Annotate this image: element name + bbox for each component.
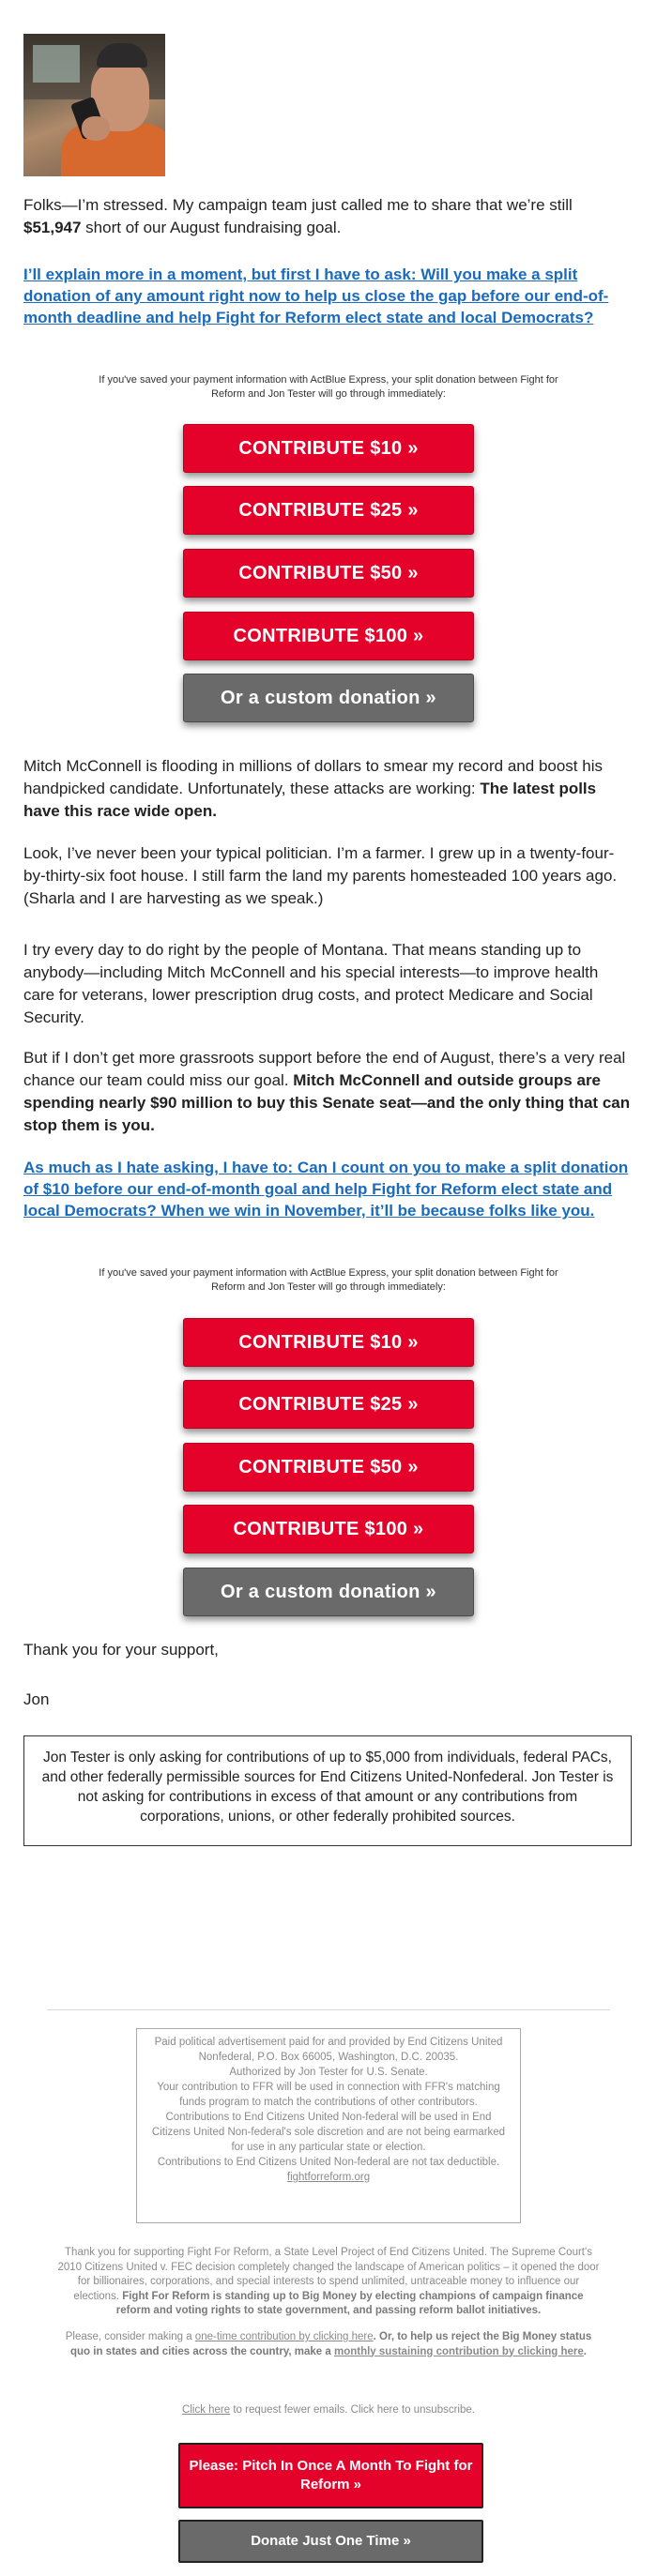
contribution-options-text: Please, consider making a one-time contribution by clicking here. Or, to help us reject the Big Money status quo in states and cities across the country, make a monthly sustaining contribution by clicking here. — [65, 2331, 592, 2357]
footer-divider — [47, 2009, 610, 2010]
shortfall-amount: $51,947 — [23, 219, 82, 236]
candidate-photo — [23, 34, 165, 176]
ask-link-2[interactable]: As much as I hate asking, I have to: Can I count on you to make a split donation of $10 before our end-of-month goal and help Fight for Reform elect state and local Democrats? When we win in November, it’ll be because folks like you. — [23, 1159, 629, 1220]
contribute-25-button[interactable]: CONTRIBUTE $25 » — [183, 1380, 474, 1429]
contribute-100-button[interactable]: CONTRIBUTE $100 » — [183, 1505, 474, 1553]
actblue-express-note-2: If you've saved your payment information with ActBlue Express, your split donation between Fight for Reform and Jon Tester will go through immediately: — [99, 1267, 558, 1293]
montana-paragraph: I try every day to do right by the people of Montana. That means standing up to anybody—including Mitch McConnell and his special interests—to improve health care for veterans, lower prescription drug costs, and protect Medicare and Social Security. — [23, 941, 599, 1026]
about-text: Thank you for supporting Fight For Reform, a State Level Project of End Citizens United. The Supreme Court's 2010 Citizens United v. FEC decision completely changed the landscape of American politics – it opened the door for billionaires, corporations, and special interests to spend unlimited, untraceable money to influence our elections. Fight For Reform is standing up to Big Money by electing champions of campaign finance reform and voting rights to state government, and passing reform ballot initiatives. — [57, 2247, 600, 2316]
intro-paragraph: Folks—I’m stressed. My campaign team just called me to share that we’re still $51,947 short of our August fundraising goal. — [23, 196, 573, 236]
custom-donation-button[interactable]: Or a custom donation » — [183, 674, 474, 722]
thanks-text: Thank you for your support, — [23, 1641, 219, 1659]
paid-for-disclaimer: Paid political advertisement paid for and provided by End Citizens United Nonfederal, P.O. Box 66005, Washington, D.C. 20035. Authorized by Jon Tester for U.S. Senate. Your contribution to FFR will be used in connection with FFR's matching funds program to match the contributions of other contributors. Contributions to End Citizens United Non-federal will be used in End Citizens United Non-federal's sole discretion and are not being earmarked for use in any particular state or election. Contributions to End Citizens United Non-federal are not tax deductible. fightforreform.org — [136, 2028, 521, 2223]
email-preferences-text: Click here to request fewer emails. Click here to unsubscribe. — [182, 2404, 475, 2416]
mcconnell-paragraph: Mitch McConnell is flooding in millions of dollars to smear my record and boost his handpicked candidate. Unfortunately, these attacks are working: The latest polls have this race wide open. — [23, 757, 603, 820]
ask-link-1[interactable]: I’ll explain more in a moment, but first I have to ask: Will you make a split donation of any amount right now to help us close the gap before our end-of-month deadline and help Fight for Reform elect state and local Democrats? — [23, 265, 609, 326]
monthly-contribution-link[interactable]: monthly sustaining contribution by clicking here — [333, 2345, 584, 2357]
farmer-paragraph: Look, I’ve never been your typical politician. I’m a farmer. I grew up in a twenty-four-by-thirty-six foot house. I still farm the land my parents homesteaded 100 years ago. (Sharla and I are harvesting as we speak.) — [23, 844, 618, 907]
signature: Jon — [23, 1690, 50, 1708]
one-time-donation-button[interactable]: Donate Just One Time » — [178, 2520, 483, 2563]
one-time-contribution-link[interactable]: one-time contribution by clicking here — [194, 2331, 374, 2342]
monthly-donation-button[interactable]: Please: Pitch In Once A Month To Fight for Reform » — [178, 2443, 483, 2508]
fewer-emails-link[interactable]: Click here — [182, 2404, 231, 2416]
website-link[interactable]: fightforreform.org — [286, 2172, 371, 2183]
contribute-50-button[interactable]: CONTRIBUTE $50 » — [183, 1443, 474, 1492]
support-paragraph: But if I don’t get more grassroots support before the end of August, there’s a very real chance our team could miss our goal. Mitch McConnell and outside groups are spending nearly $90 million to buy this Senate seat—and the only thing that can stop them is you. — [23, 1049, 631, 1134]
contribute-10-button[interactable]: CONTRIBUTE $10 » — [183, 1318, 474, 1367]
actblue-express-note-1: If you've saved your payment information with ActBlue Express, your split donation between Fight for Reform and Jon Tester will go through immediately: — [99, 374, 558, 400]
contribute-25-button[interactable]: CONTRIBUTE $25 » — [183, 486, 474, 535]
contribute-10-button[interactable]: CONTRIBUTE $10 » — [183, 424, 474, 473]
contribution-limits-box: Jon Tester is only asking for contributions of up to $5,000 from individuals, federal PACs, and other federally permissible sources for End Citizens United-Nonfederal. Jon Tester is not asking for contributions in excess of that amount or any contributions from corporations, unions, or other federally prohibited sources. — [23, 1735, 632, 1846]
contribute-100-button[interactable]: CONTRIBUTE $100 » — [183, 612, 474, 660]
custom-donation-button[interactable]: Or a custom donation » — [183, 1568, 474, 1616]
contribute-50-button[interactable]: CONTRIBUTE $50 » — [183, 549, 474, 598]
